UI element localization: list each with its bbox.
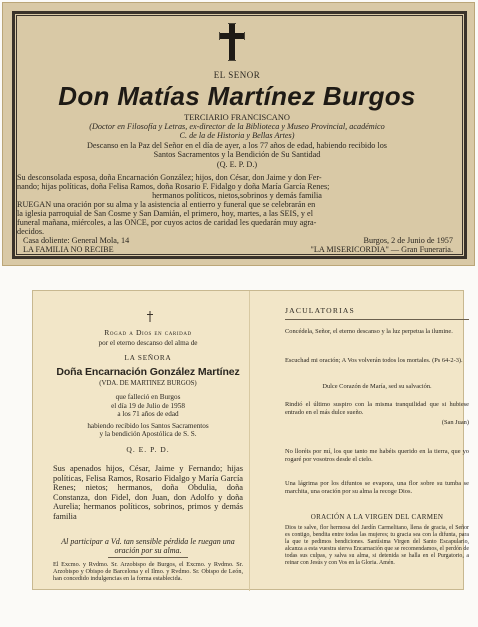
card-deceased-name: Doña Encarnación González Martínez [56, 366, 240, 378]
notice-address-row [23, 236, 453, 245]
card-detail: a los 71 años de edad [117, 410, 179, 419]
card-widow-note: (VDA. DE MARTINEZ BURGOS) [99, 380, 197, 387]
notice-line: Descanso en la Paz del Señor en el día de ayer, a los 77 años de edad, habiendo recibido los [86, 141, 387, 150]
card-title: LA SEÑORA [124, 354, 172, 362]
notice-line: (Doctor en Filosofía y Letras, ex-director de la Biblioteca y Museo Provincial, académico [89, 122, 385, 131]
notice-body-line: decidos. [17, 227, 45, 236]
prayer-text: No lloréis por mí, los que tanto me habéis querido en la tierra, que yo rogaré por vosotros desde el cielo. [285, 448, 469, 463]
notice-body-line: funeral mañana, miércoles, a las ONCE, por cuyos actos de caridad les quedarán muy agra- [17, 218, 317, 227]
card-rip: Q. E. P. D. [126, 445, 170, 454]
notice-body-line: nando; hijas políticas, doña Felisa Ramos, doña Rosario F. Fidalgo y doña María García Renes; [17, 182, 330, 191]
card-fold-line [249, 291, 250, 591]
notice-heading: EL SEÑOR [213, 71, 261, 80]
notice-body-line: hermanos políticos, nietos,sobrinos y demás familia [152, 191, 322, 200]
section-heading: ORACIÓN A LA VIRGEN DEL CARMEN [310, 513, 444, 521]
notice-date: Burgos, 2 de Junio de 1957 [363, 236, 453, 245]
notice-body-line: Su desconsolada esposa, doña Encarnación González; hijos, don César, don Jaime y don Fer- [17, 173, 322, 182]
notice-footer-row [23, 245, 453, 254]
prayer-text: Concédela, Señor, el eterno descanso y la luz perpetua la ilumine. [285, 328, 453, 335]
card-detail: y la bendición Apostólica de S. S. [99, 430, 197, 439]
notice-rip: (Q. E. P. D.) [216, 160, 258, 169]
card-prayer-request: Al participar a Vd. tan sensible pérdida le ruegan una oración por su alma. [61, 537, 235, 556]
notice-body-line: la iglesia parroquial de San Cosme y San Damián, el primero, hoy, martes, a las SEIS, y el [17, 209, 313, 218]
deceased-name: Don Matías Martínez Burgos [58, 81, 416, 111]
notice-line: Santos Sacramentos y la Bendición de Su Santidad [153, 150, 321, 159]
funeral-home: "LA MISERICORDIA" — Gran Funeraria. [310, 245, 453, 254]
card-detail: que falleció en Burgos [115, 393, 181, 401]
card-detail: habiendo recibido los Santos Sacramentos [87, 421, 209, 430]
notice-line: C. de la de Historia y Bellas Artes) [179, 131, 295, 140]
notice-family-note: LA FAMILIA NO RECIBE [23, 245, 114, 254]
virgin-prayer-text: Dios te salve, flor hermosa del Jardín Carmelitano, llena de gracia, el Señor es contigo, bendita entre todas las mujeres; tu gracia sea con la difunta, para la que te pedimos bendiciones. Santísima Virgen del Santo Escapulario, alcanza a esta vuestra sierva Encarnación que se recomendamos, el perdón de todas sus culpas, y salva su alma, si detenida se halla en el Purgatorio, a reinar con Jesús y con Vos en la Gloria. Amén. [285, 525, 469, 566]
prayer-attribution: (San Juan) [441, 418, 469, 426]
card-intro-2: por el eterno descanso del alma de [98, 339, 198, 347]
jaculatorias-title: JACULATORIAS [285, 306, 355, 315]
right-top-rule [285, 319, 469, 320]
memorial-card [32, 290, 469, 590]
prayer-text: Escuchad mi oración; A Vos volverán todos los mortales. (Ps 64-2-3). [285, 357, 463, 364]
prayer-text: Dulce Corazón de María, sed su salvación. [322, 383, 432, 390]
newspaper-death-notice [2, 2, 475, 266]
small-cross-icon [147, 311, 153, 322]
card-intro: Rogad a Dios en caridad [104, 328, 192, 337]
card-family-text: Sus apenados hijos, César, Jaime y Fernando; hijas políticas, Felisa Ramos, Rosario Fidalgo y María García Renes; nietos; hermanos, doña Obdulia, doña Constanza, don Fidel, don Juan, don Adolfo y doña Aurelia; hermanos políticos, sobrinos, primos y demás familia [53, 464, 243, 521]
card-indulgence-text: El Excmo. y Rvdmo. Sr. Arzobispo de Burgos, el Excmo. y Rvdmo. Sr. Arzobispo y Obispo de Barcelona y el Ilmo. y Rvdmo. Sr. Obispo de León, han concedido indulgencias en la forma establecida. [53, 561, 243, 582]
prayer-text: Una lágrima por los difuntos se evapora, una flor sobre su tumba se marchita, una oración por su alma la recoge Dios. [285, 480, 469, 495]
prayer-text: Rindió el último suspiro con la misma tranquilidad que si hubiese entrado en el más dulce sueño. [285, 401, 469, 416]
notice-body-line: RUEGAN una oración por su alma y la asistencia al entierro y funeral que se celebrarán en [17, 200, 316, 209]
latin-cross-icon [219, 23, 245, 61]
notice-address: Casa doliente: General Mola, 14 [23, 236, 130, 245]
notice-line: TERCIARIO FRANCISCANO [184, 113, 290, 122]
card-detail: el día 19 de Julio de 1958 [111, 401, 185, 410]
card-divider [108, 557, 188, 558]
